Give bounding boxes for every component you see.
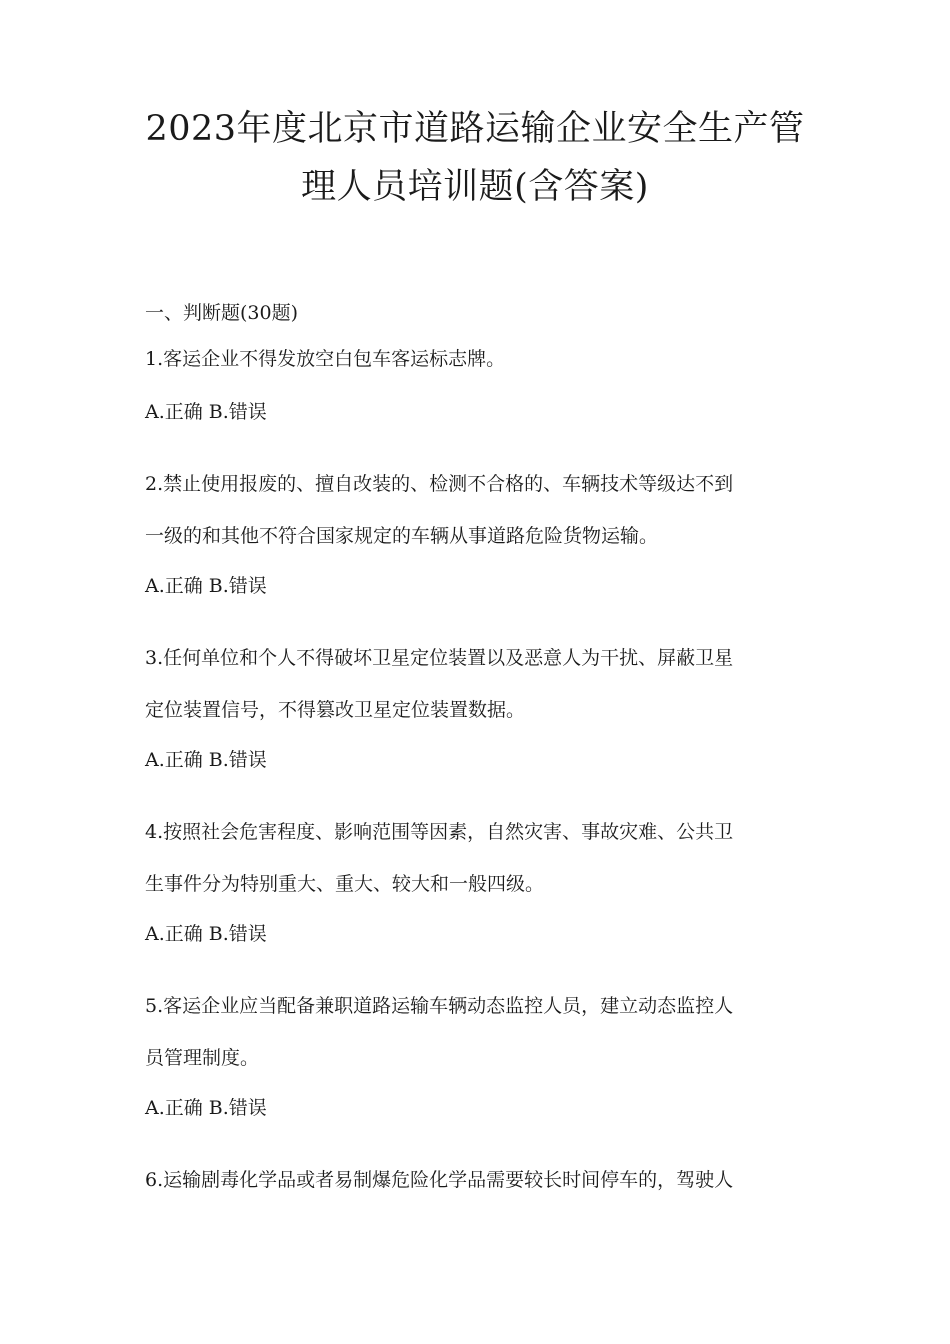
question-4-options: A.正确 B.错误 — [145, 923, 267, 945]
question-5 — [145, 980, 810, 1084]
question-1-options: A.正确 B.错误 — [145, 401, 267, 423]
question-4 — [145, 806, 810, 910]
question-1 — [145, 333, 810, 385]
question-line: 5.客运企业应当配备兼职道路运输车辆动态监控人员，建立动态监控人 — [145, 995, 734, 1017]
question-5-options: A.正确 B.错误 — [145, 1097, 267, 1119]
question-6 — [145, 1154, 810, 1206]
question-line: 生事件分为特别重大、重大、较大和一般四级。 — [145, 873, 545, 895]
question-line: 4.按照社会危害程度、影响范围等因素，自然灾害、事故灾难、公共卫 — [145, 821, 734, 843]
question-line: 6.运输剧毒化学品或者易制爆危险化学品需要较长时间停车的，驾驶人 — [145, 1169, 734, 1191]
question-3-options: A.正确 B.错误 — [145, 749, 267, 771]
document-title — [120, 100, 830, 216]
section-heading: 一、判断题(30题) — [145, 302, 299, 324]
question-2 — [145, 458, 810, 562]
question-line: 定位装置信号，不得篡改卫星定位装置数据。 — [145, 699, 526, 721]
title-line-1: 2023年度北京市道路运输企业安全生产管 — [145, 109, 805, 149]
question-line: 3.任何单位和个人不得破坏卫星定位装置以及恶意人为干扰、屏蔽卫星 — [145, 647, 734, 669]
question-2-options: A.正确 B.错误 — [145, 575, 267, 597]
question-line: 2.禁止使用报废的、擅自改装的、检测不合格的、车辆技术等级达不到 — [145, 473, 734, 495]
question-line: 员管理制度。 — [145, 1047, 260, 1069]
question-3 — [145, 632, 810, 736]
question-line: 1.客运企业不得发放空白包车客运标志牌。 — [145, 348, 506, 370]
title-line-2: 理人员培训题(含答案) — [301, 167, 649, 207]
question-line: 一级的和其他不符合国家规定的车辆从事道路危险货物运输。 — [145, 525, 659, 547]
